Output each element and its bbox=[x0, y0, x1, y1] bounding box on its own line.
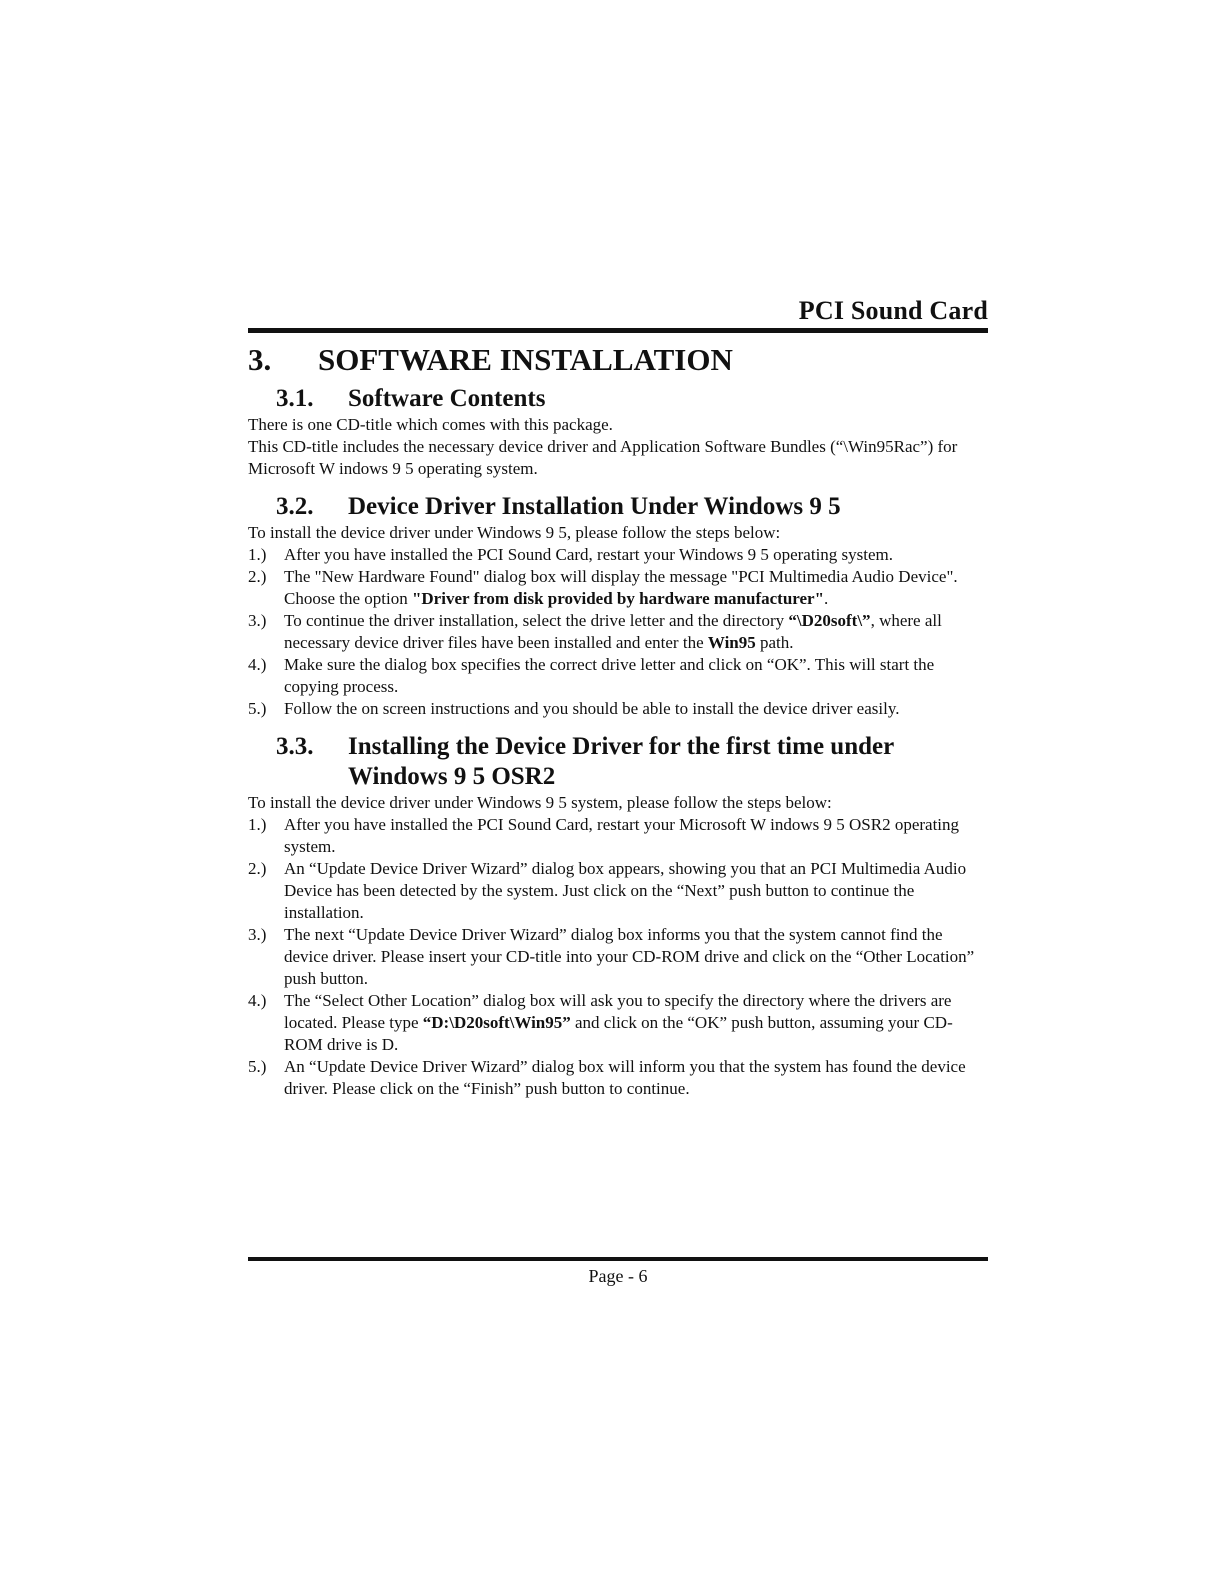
section-title-line: Windows 9 5 OSR2 bbox=[348, 763, 556, 790]
chapter-heading bbox=[248, 338, 988, 382]
list-text bbox=[284, 990, 988, 1056]
list-text: After you have installed the PCI Sound Card, restart your Windows 9 5 operating system. bbox=[284, 545, 894, 564]
list-marker: 3.) bbox=[248, 925, 267, 944]
list-item bbox=[248, 858, 988, 924]
list-item bbox=[248, 654, 988, 698]
list-text: The next “Update Device Driver Wizard” dialog box informs you that the system cannot find the device driver. Please insert your CD-title into your CD-ROM drive and click on the “Other Location” push button. bbox=[284, 925, 975, 988]
list-item bbox=[248, 1056, 988, 1100]
chapter-number: 3. bbox=[248, 342, 272, 377]
list-marker: 2.) bbox=[248, 567, 267, 586]
section-number: 3.2. bbox=[276, 493, 314, 520]
steps-list bbox=[248, 814, 988, 1100]
running-header: PCI Sound Card bbox=[798, 296, 988, 325]
list-marker: 1.) bbox=[248, 815, 267, 834]
text-run: The “Select Other Location” dialog box will ask you to specify the directory where the drivers are located. Please type bbox=[284, 991, 952, 1032]
chapter-title: SOFTWARE INSTALLATION bbox=[318, 342, 733, 377]
list-text: After you have installed the PCI Sound Card, restart your Microsoft W indows 9 5 OSR2 operating system. bbox=[284, 815, 960, 856]
list-marker: 2.) bbox=[248, 859, 267, 878]
paragraph: There is one CD-title which comes with this package. bbox=[248, 415, 613, 434]
text-run: path. bbox=[755, 633, 794, 652]
header-rule bbox=[248, 328, 988, 333]
list-text: Follow the on screen instructions and you should be able to install the device driver easily. bbox=[284, 699, 900, 718]
section-number: 3.1. bbox=[276, 385, 314, 412]
section-title bbox=[348, 732, 894, 792]
list-item bbox=[248, 924, 988, 990]
list-marker: 5.) bbox=[248, 699, 267, 718]
page-number: Page - 6 bbox=[588, 1266, 648, 1286]
bold-run: Win95 bbox=[707, 633, 756, 652]
bold-run: “\D20soft\” bbox=[788, 611, 871, 630]
text-run: The "New Hardware Found" dialog box will display the message "PCI Multimedia Audio Device". Choose the option bbox=[284, 567, 958, 608]
list-item bbox=[248, 698, 988, 720]
list-marker: 5.) bbox=[248, 1057, 267, 1076]
list-marker: 4.) bbox=[248, 655, 267, 674]
section-intro: To install the device driver under Windows 9 5, please follow the steps below: bbox=[248, 523, 781, 542]
list-item bbox=[248, 610, 988, 654]
list-text: An “Update Device Driver Wizard” dialog box appears, showing you that an PCI Multimedia Audio Device has been detected by the system. Just click on the “Next” push button to continue the installation. bbox=[284, 859, 967, 922]
text-run: . bbox=[824, 589, 829, 608]
list-item bbox=[248, 544, 988, 566]
section-title-line: Installing the Device Driver for the first time under bbox=[348, 733, 895, 760]
steps-list bbox=[248, 544, 988, 720]
text-run: , where all necessary device driver files have been installed and enter the bbox=[284, 611, 942, 652]
section-title: Device Driver Installation Under Windows 9 5 bbox=[348, 493, 841, 520]
page-content bbox=[248, 338, 988, 1100]
section-3-2-heading bbox=[248, 492, 988, 522]
list-text: Make sure the dialog box specifies the correct drive letter and click on “OK”. This will start the copying process. bbox=[284, 655, 935, 696]
section-title: Software Contents bbox=[348, 385, 546, 412]
list-marker: 3.) bbox=[248, 611, 267, 630]
list-item bbox=[248, 990, 988, 1056]
list-marker: 1.) bbox=[248, 545, 267, 564]
list-text bbox=[284, 610, 988, 654]
list-marker: 4.) bbox=[248, 991, 267, 1010]
bold-run: "Driver from disk provided by hardware manufacturer" bbox=[411, 589, 825, 608]
text-run: and click on the “OK” push button, assuming your CD-ROM drive is D. bbox=[284, 1013, 953, 1054]
section-number: 3.3. bbox=[276, 733, 314, 760]
section-3-3-heading bbox=[248, 732, 988, 792]
list-item bbox=[248, 566, 988, 610]
footer-rule bbox=[248, 1257, 988, 1261]
document-page bbox=[248, 0, 988, 1584]
section-intro: To install the device driver under Windows 9 5 system, please follow the steps below: bbox=[248, 793, 832, 812]
list-item bbox=[248, 814, 988, 858]
list-text: An “Update Device Driver Wizard” dialog box will inform you that the system has found the device driver. Please click on the “Finish” push button to continue. bbox=[284, 1057, 966, 1098]
list-text bbox=[284, 566, 988, 610]
text-run: To continue the driver installation, select the drive letter and the directory bbox=[284, 611, 789, 630]
paragraph: This CD-title includes the necessary device driver and Application Software Bundles (“\Win95Rac”) for Microsoft W indows 9 5 operating system. bbox=[248, 437, 958, 478]
section-3-1-heading bbox=[248, 384, 988, 414]
bold-run: “D:\D20soft\Win95” bbox=[422, 1013, 571, 1032]
